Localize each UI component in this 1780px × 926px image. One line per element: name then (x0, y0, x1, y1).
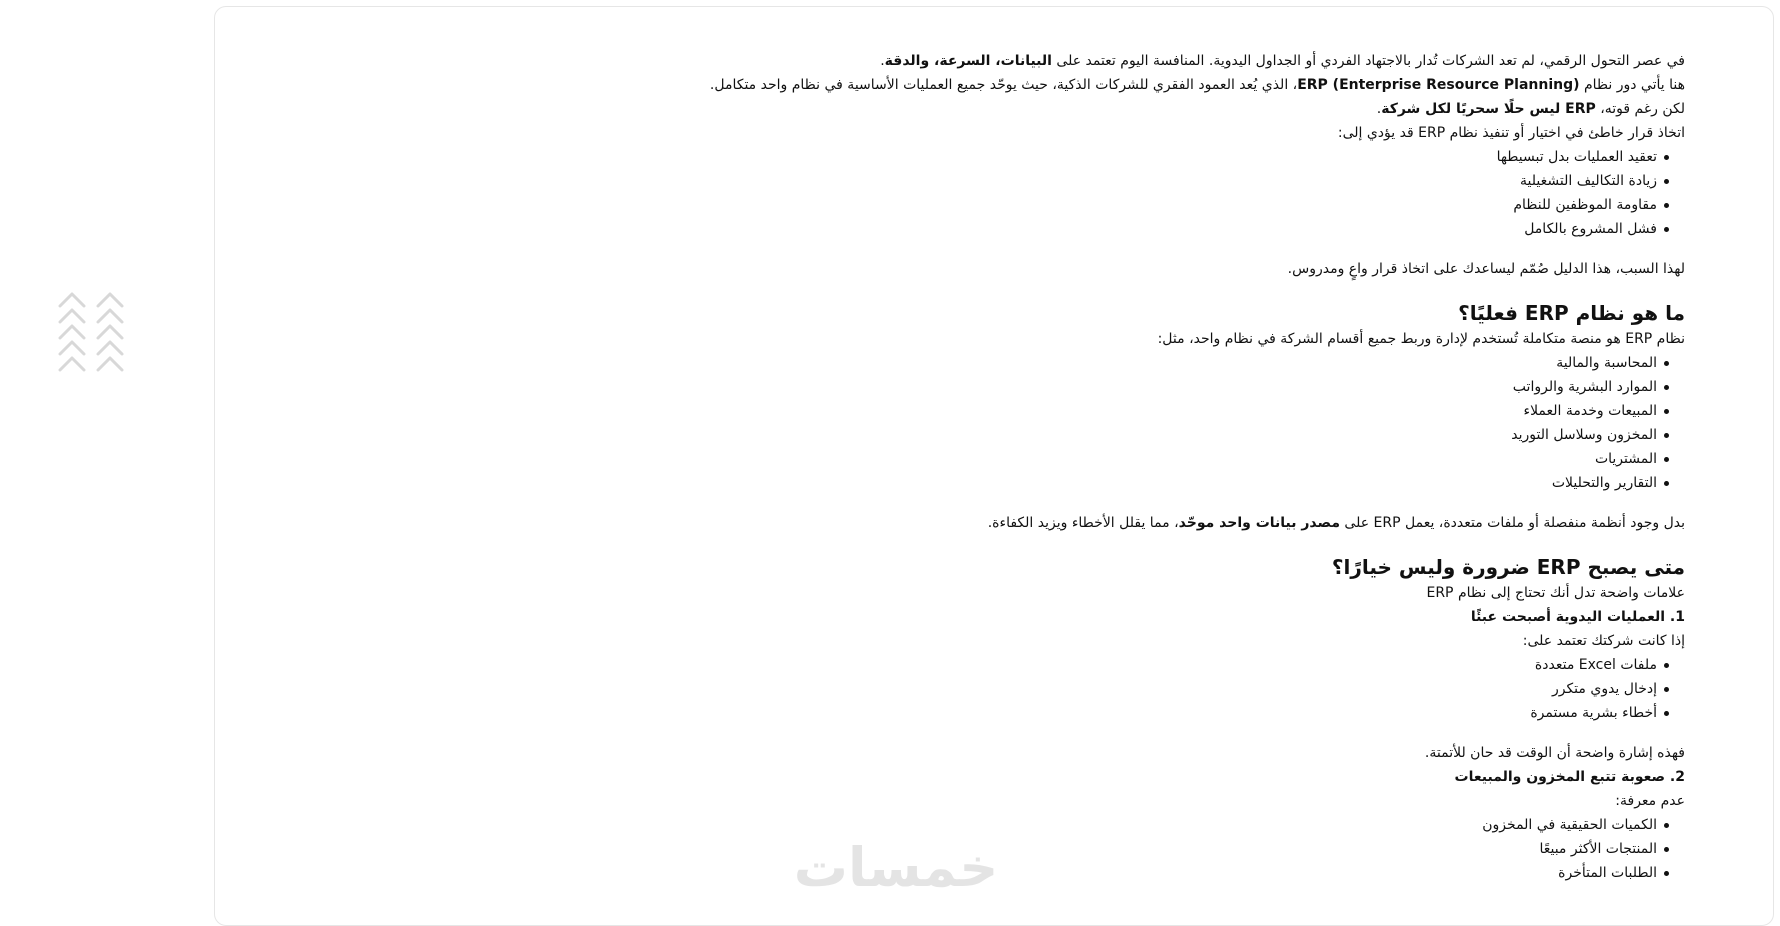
sign2-title: 2. صعوبة تتبع المخزون والمبيعات (1454, 769, 1685, 785)
list-item: التقارير والتحليلات (385, 471, 1669, 495)
list-item: أخطاء بشرية مستمرة (385, 701, 1669, 725)
list-item: المحاسبة والمالية (385, 351, 1669, 375)
what-summary-end: ، مما يقلل الأخطاء ويزيد الكفاءة. (987, 515, 1179, 531)
list-item: الموارد البشرية والرواتب (385, 375, 1669, 399)
double-chevron-up-icon[interactable] (58, 286, 134, 372)
list-item: فشل المشروع بالكامل (385, 217, 1669, 241)
sign1-title: 1. العمليات اليدوية أصبحت عبئًا (1470, 609, 1685, 625)
what-lead: نظام ERP هو منصة متكاملة تُستخدم لإدارة وربط جميع أقسام الشركة في نظام واحد، مثل: (1157, 331, 1685, 347)
intro-p3-end: . (1376, 101, 1382, 117)
list-item: الطلبات المتأخرة (385, 861, 1669, 885)
what-summary (385, 511, 1685, 535)
sign1-list (385, 653, 1685, 725)
intro-p2-text: هنا يأتي دور نظام (1579, 77, 1685, 93)
article-body (385, 49, 1685, 885)
intro-p1-end: . (880, 53, 885, 69)
sign1-closing: فهذه إشارة واضحة أن الوقت قد حان للأتمتة. (1424, 745, 1685, 761)
intro-p1-bold: البيانات، السرعة، والدقة (884, 53, 1052, 69)
risks-list (385, 145, 1685, 241)
list-item: إدخال يدوي متكرر (385, 677, 1669, 701)
left-rail (0, 0, 214, 907)
sign2-lead: عدم معرفة: (1615, 793, 1685, 809)
article-card (214, 6, 1774, 926)
list-item: ملفات Excel متعددة (385, 653, 1669, 677)
list-item: المبيعات وخدمة العملاء (385, 399, 1669, 423)
intro-p2-bold: ERP (Enterprise Resource Planning) (1297, 77, 1580, 93)
heading-what-is-erp: ما هو نظام ERP فعليًا؟ (1458, 301, 1685, 325)
khamsat-watermark: خمسات (793, 836, 999, 899)
what-summary-bold: مصدر بيانات واحد موحّد (1178, 515, 1340, 531)
list-item: الكميات الحقيقية في المخزون (385, 813, 1669, 837)
intro-p3-bold: ERP ليس حلًا سحريًا لكل شركة (1381, 101, 1596, 117)
intro-closing: لهذا السبب، هذا الدليل صُمّم ليساعدك على اتخاذ قرار واعٍ ومدروس. (1287, 261, 1685, 277)
list-item: المنتجات الأكثر مبيعًا (385, 837, 1669, 861)
intro-p3-text: لكن رغم قوته، (1595, 101, 1685, 117)
intro-p2-end: ، الذي يُعد العمود الفقري للشركات الذكية، حيث يوحّد جميع العمليات الأساسية في نظام واحد متكامل. (709, 77, 1298, 93)
list-item: المخزون وسلاسل التوريد (385, 423, 1669, 447)
intro-paragraph-4: اتخاذ قرار خاطئ في اختيار أو تنفيذ نظام ERP قد يؤدي إلى: (1337, 125, 1685, 141)
what-summary-text: بدل وجود أنظمة منفصلة أو ملفات متعددة، يعمل ERP على (1339, 515, 1685, 531)
list-item: مقاومة الموظفين للنظام (385, 193, 1669, 217)
intro-paragraph-1 (385, 49, 1685, 73)
sign1-lead: إذا كانت شركتك تعتمد على: (1522, 633, 1685, 649)
heading-when-needed: متى يصبح ERP ضرورة وليس خيارًا؟ (1331, 555, 1685, 579)
intro-paragraph-2 (385, 73, 1685, 97)
list-item: المشتريات (385, 447, 1669, 471)
list-item: تعقيد العمليات بدل تبسيطها (385, 145, 1669, 169)
intro-paragraph-3 (385, 97, 1685, 121)
when-lead: علامات واضحة تدل أنك تحتاج إلى نظام ERP (1426, 585, 1685, 601)
sign2-list (385, 813, 1685, 885)
intro-p1-text: في عصر التحول الرقمي، لم تعد الشركات تُدار بالاجتهاد الفردي أو الجداول اليدوية. المنافسة اليوم تعتمد على (1051, 53, 1685, 69)
departments-list (385, 351, 1685, 495)
list-item: زيادة التكاليف التشغيلية (385, 169, 1669, 193)
